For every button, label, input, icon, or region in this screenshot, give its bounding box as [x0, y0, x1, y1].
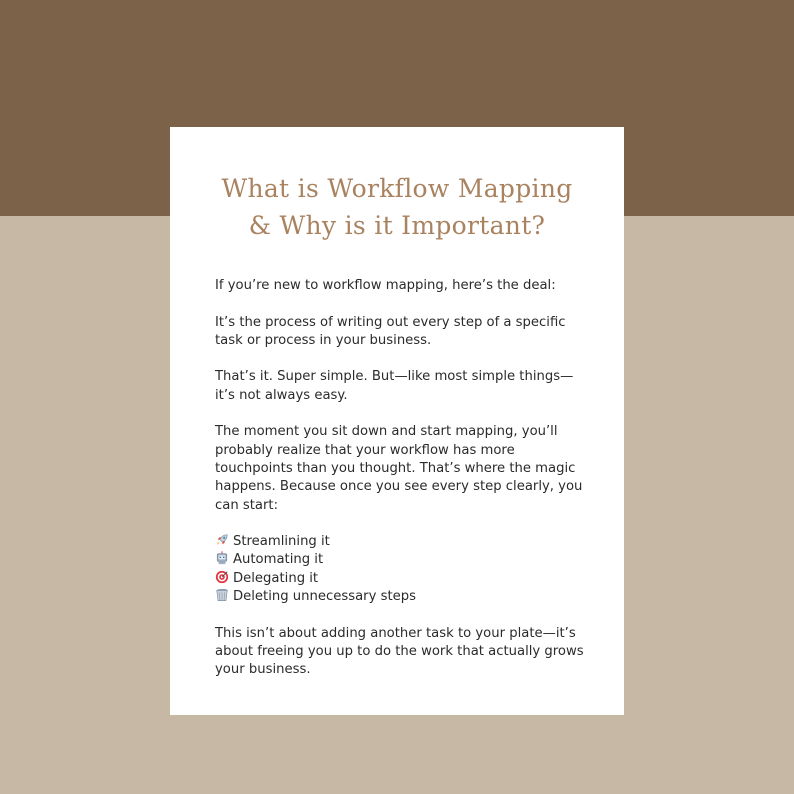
benefits-list: [215, 533, 590, 606]
list-item: [215, 588, 590, 606]
list-item-label: Deleting unnecessary steps: [233, 589, 416, 605]
wastebasket-icon: [215, 588, 229, 602]
list-item: [215, 533, 590, 551]
list-item-label: Streamlining it: [233, 534, 330, 550]
closing-paragraph: This isn’t about adding another task to your plate—it’s about freeing you up to do the work that actually grows your business.: [215, 625, 584, 678]
list-item-label: Delegating it: [233, 570, 319, 586]
list-item-label: Automating it: [233, 552, 324, 568]
content-card: [170, 127, 624, 715]
intro-paragraph: If you’re new to workflow mapping, here’s the deal:: [215, 278, 556, 293]
target-icon: [215, 570, 229, 584]
list-item: [215, 570, 590, 588]
title-line-1: What is Workflow Mapping: [221, 174, 573, 203]
rocket-icon: [215, 533, 229, 547]
page-title: [170, 170, 624, 244]
title-line-2: & Why is it Important?: [248, 211, 546, 240]
list-item: [215, 551, 590, 569]
simple-paragraph: That’s it. Super simple. But—like most simple things—it’s not always easy.: [215, 369, 574, 403]
article-body: [215, 277, 590, 698]
definition-paragraph: It’s the process of writing out every step of a specific task or process in your business.: [215, 314, 566, 348]
robot-icon: [215, 551, 229, 565]
moment-paragraph: The moment you sit down and start mapping, you’ll probably realize that your workflow has more touchpoints than you thought. That’s where the magic happens. Because once you see every step clearly, you can start:: [215, 424, 583, 513]
